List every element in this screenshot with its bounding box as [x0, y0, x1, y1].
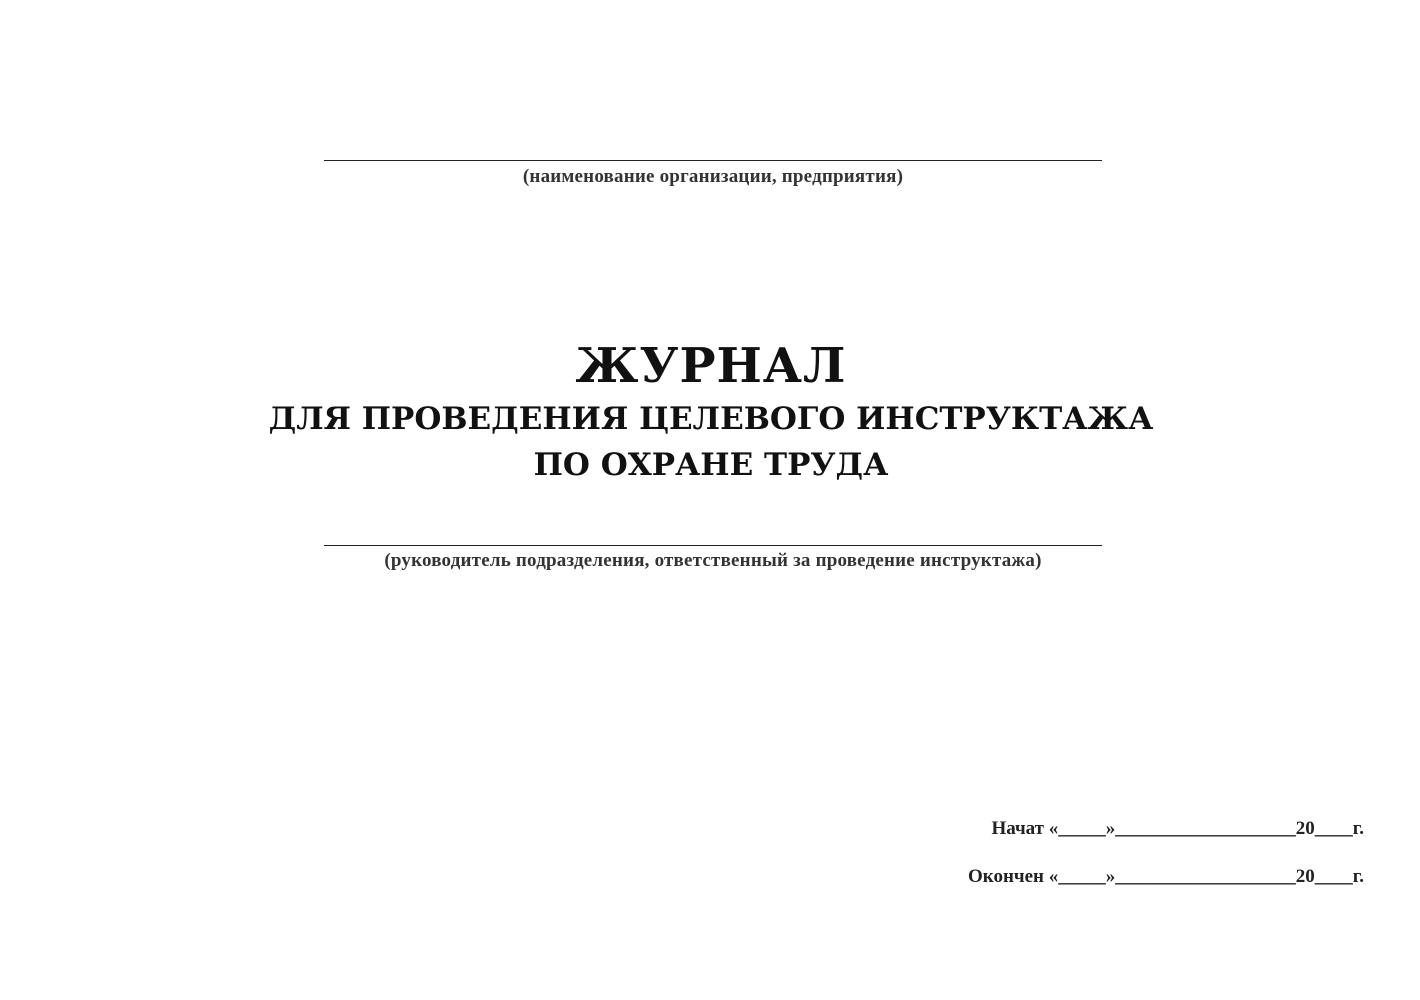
end-date-field: Окончен «_____»___________________20____г. [967, 866, 1364, 887]
organization-name-line [324, 160, 1102, 161]
journal-subtitle-line-1: ДЛЯ ПРОВЕДЕНИЯ ЦЕЛЕВОГО ИНСТРУКТАЖА [268, 401, 1154, 437]
journal-subtitle-line-2: ПО ОХРАНЕ ТРУДА [533, 447, 889, 483]
journal-title-block [200, 336, 1222, 488]
responsible-person-caption: (руководитель подразделения, ответственный за проведение инструктажа) [384, 550, 1042, 571]
organization-caption: (наименование организации, предприятия) [522, 166, 904, 187]
responsible-person-line [324, 545, 1102, 546]
journal-title: ЖУРНАЛ [575, 338, 847, 394]
start-date-field: Начат «_____»___________________20____г. [991, 818, 1364, 839]
